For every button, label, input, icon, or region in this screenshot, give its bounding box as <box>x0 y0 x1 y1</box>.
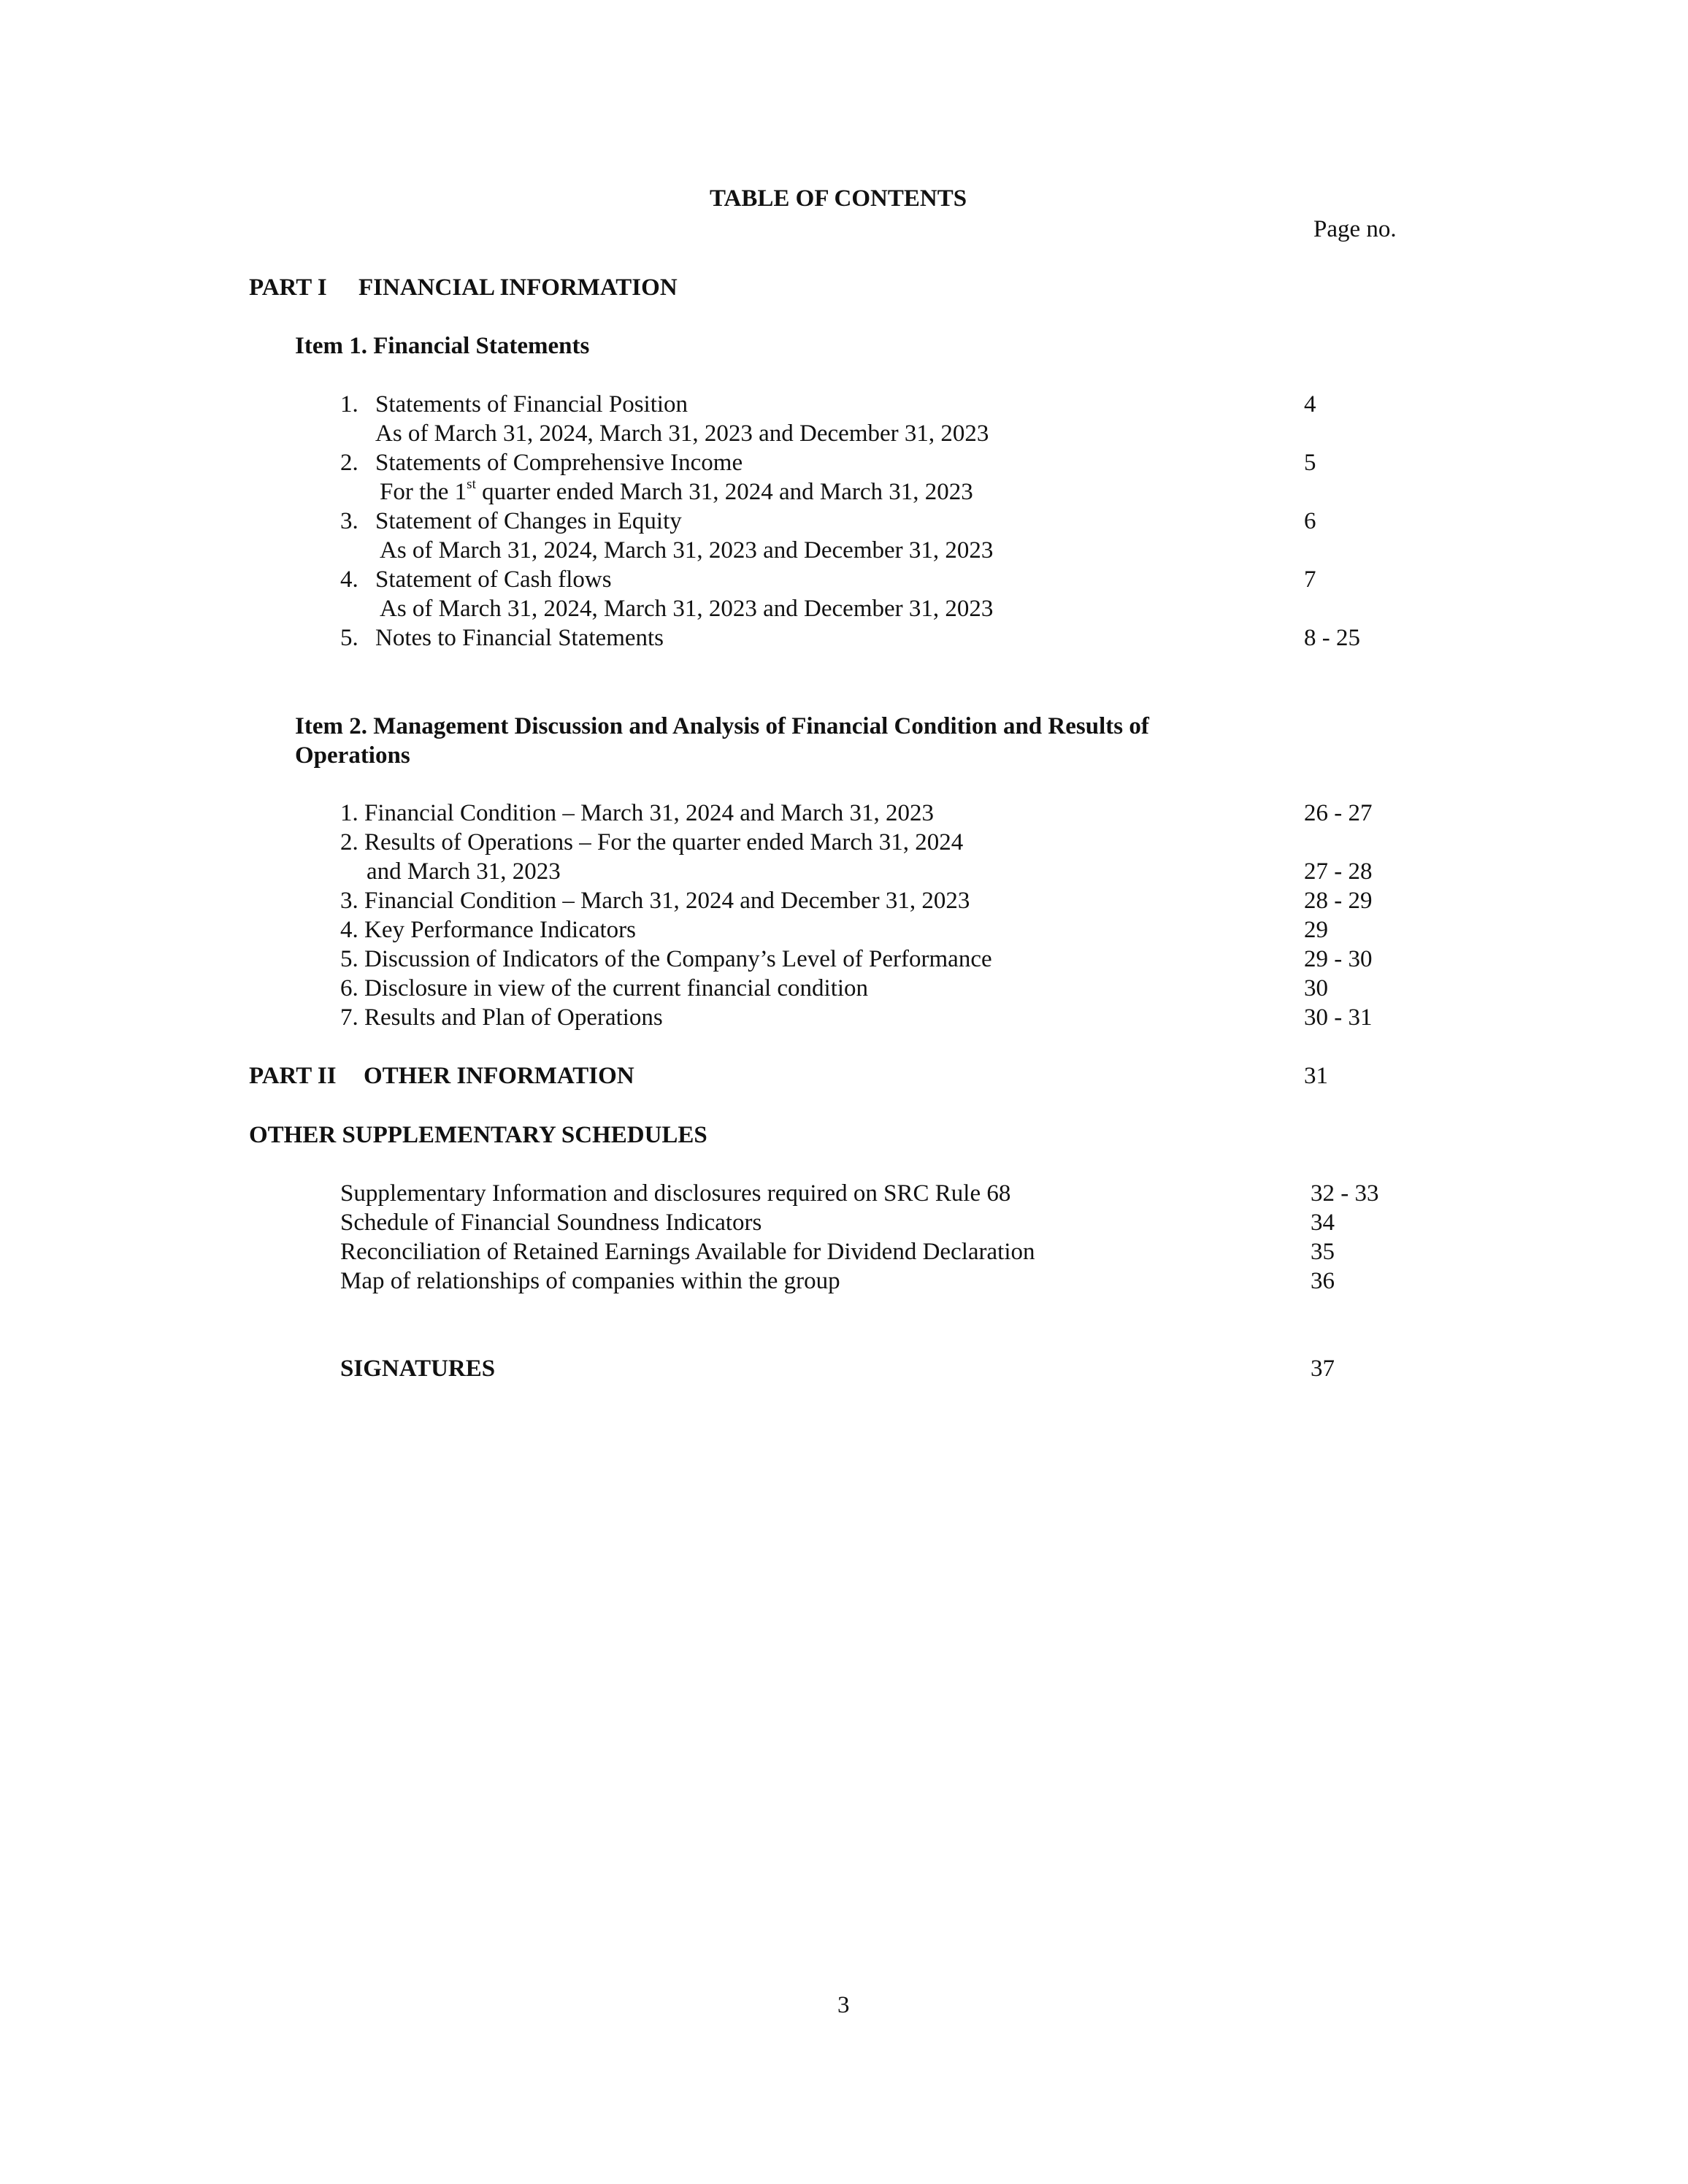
entry-title: 1. Financial Condition – March 31, 2024 and March 31, 2023 <box>340 800 934 826</box>
entry-title: 6. Disclosure in view of the current financial condition <box>340 975 869 1001</box>
entry-number: 3. <box>340 508 358 534</box>
part2-page: 31 <box>1304 1063 1328 1089</box>
page-no-header: Page no. <box>1313 216 1397 242</box>
entry-subtitle: As of March 31, 2024, March 31, 2023 and December 31, 2023 <box>380 596 994 622</box>
part1-title: FINANCIAL INFORMATION <box>358 274 678 301</box>
entry-page: 34 <box>1311 1210 1335 1236</box>
item1-title: Item 1. Financial Statements <box>295 333 590 359</box>
entry-page: 7 <box>1304 566 1316 593</box>
entry-continuation: and March 31, 2023 <box>367 858 561 885</box>
entry-title: 5. Discussion of Indicators of the Company’s Level of Performance <box>340 946 992 972</box>
entry-title: 7. Results and Plan of Operations <box>340 1004 663 1031</box>
entry-page: 32 - 33 <box>1311 1180 1379 1207</box>
entry-page: 5 <box>1304 450 1316 476</box>
entry-title: Reconciliation of Retained Earnings Available for Dividend Declaration <box>340 1239 1035 1265</box>
entry-title: Map of relationships of companies within the group <box>340 1268 840 1294</box>
entry-title: Statement of Changes in Equity <box>375 508 682 534</box>
entry-title: 4. Key Performance Indicators <box>340 917 637 943</box>
entry-title: Statements of Comprehensive Income <box>375 450 743 476</box>
part2-title: OTHER INFORMATION <box>364 1063 634 1089</box>
entry-number: 5. <box>340 625 358 651</box>
part1-label: PART I <box>249 274 327 301</box>
item2-title-line2: Operations <box>295 742 410 769</box>
entry-subtitle: As of March 31, 2024, March 31, 2023 and December 31, 2023 <box>380 537 994 564</box>
signatures-label: SIGNATURES <box>340 1356 496 1382</box>
entry-page: 35 <box>1311 1239 1335 1265</box>
entry-number: 1. <box>340 391 358 418</box>
entry-subtitle: For the 1st quarter ended March 31, 2024 and March 31, 2023 <box>380 477 973 505</box>
ordinal-suffix: st <box>467 477 476 492</box>
entry-title: 3. Financial Condition – March 31, 2024 and December 31, 2023 <box>340 888 970 914</box>
part2-label: PART II <box>249 1063 337 1089</box>
entry-title: Statement of Cash flows <box>375 566 612 593</box>
signatures-page: 37 <box>1311 1356 1335 1382</box>
entry-title: Statements of Financial Position <box>375 391 688 418</box>
entry-page: 30 - 31 <box>1304 1004 1373 1031</box>
entry-page: 26 - 27 <box>1304 800 1373 826</box>
entry-page: 28 - 29 <box>1304 888 1373 914</box>
entry-title: Schedule of Financial Soundness Indicators <box>340 1210 762 1236</box>
entry-page: 4 <box>1304 391 1316 418</box>
entry-title: 2. Results of Operations – For the quarter ended March 31, 2024 <box>340 829 964 855</box>
page-number: 3 <box>837 1992 850 2018</box>
entry-page: 30 <box>1304 975 1328 1001</box>
entry-number: 4. <box>340 566 358 593</box>
entry-number: 2. <box>340 450 358 476</box>
entry-title: Notes to Financial Statements <box>375 625 664 651</box>
entry-page: 8 - 25 <box>1304 625 1360 651</box>
entry-page: 6 <box>1304 508 1316 534</box>
entry-page: 29 <box>1304 917 1328 943</box>
entry-subtitle: As of March 31, 2024, March 31, 2023 and December 31, 2023 <box>375 420 989 447</box>
item2-title-line1: Item 2. Management Discussion and Analysis of Financial Condition and Results of <box>295 713 1149 739</box>
entry-page: 27 - 28 <box>1304 858 1373 885</box>
entry-page: 36 <box>1311 1268 1335 1294</box>
supplementary-title: OTHER SUPPLEMENTARY SCHEDULES <box>249 1122 707 1148</box>
entry-page: 29 - 30 <box>1304 946 1373 972</box>
entry-title: Supplementary Information and disclosures required on SRC Rule 68 <box>340 1180 1011 1207</box>
toc-title: TABLE OF CONTENTS <box>710 185 967 212</box>
